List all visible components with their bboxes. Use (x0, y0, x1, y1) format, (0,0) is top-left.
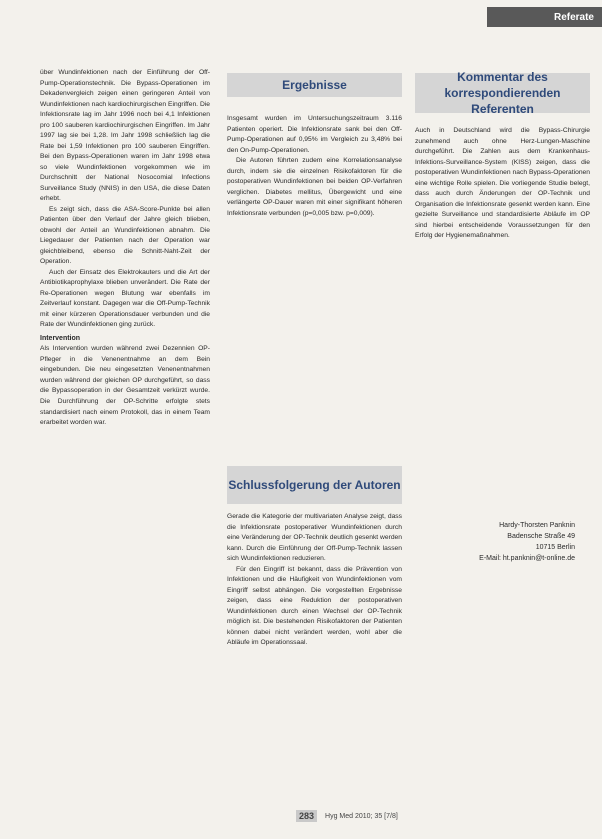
column-left (40, 68, 210, 429)
author-email: E-Mail: ht.panknin@t-online.de (479, 555, 575, 562)
author-street: Badensche Straße 49 (507, 533, 575, 540)
paragraph: Für den Eingriff ist bekannt, dass die Prävention von Infektionen und die Häufigkeit von Wundinfektionen vom Eingriff selbst abhängen. Die vorgestellten Ergebnisse zeigen, dass eine Reduktion der postoperativen Wundinfektionen durch einen Wechsel der OP-Technik möglich ist. Die bestehenden Risikofaktoren der Patienten können dabei nicht verändert werden, wohl aber die Abläufe im Operationssaal. (227, 565, 402, 647)
section-tab: Referate (487, 7, 602, 27)
column-commentary (415, 126, 590, 242)
author-address (415, 520, 575, 564)
column-conclusion (227, 512, 402, 649)
paragraph: Insgesamt wurden im Untersuchungszeitraum 3.116 Patienten operiert. Die Infektionsrate sank bei den Off-Pump-Operationen auf 0,95% im Vergleich zu 3,48% bei den On-Pump-Operationen. (227, 115, 402, 154)
paragraph: Die Autoren führten zudem eine Korrelationsanalyse durch, indem sie die einzelnen Risikofaktoren für die postoperativen Wundinfektionen bei beiden OP-Verfahren verglichen. Diabetes mellitus, Übergewicht und eine verlängerte OP-Dauer waren mit einer signifikant höheren Infektionsrate verbunden (p=0,005 bzw. p=0,009). (227, 157, 402, 217)
author-city: 10715 Berlin (535, 544, 575, 551)
page-number: 283 (296, 810, 317, 822)
paragraph: Auch in Deutschland wird die Bypass-Chirurgie zunehmend auch ohne Herz-Lungen-Maschine durchgeführt. Die Zahlen aus dem Krankenhaus-Infektions-Surveillance-System (KISS) zeigen, dass die postoperativen Wundinfektionen nach Bypass-Operationen eine wichtige Rolle spielen. Die vorliegende Studie belegt, dass auch durch Änderungen der OP-Technik und Organisation die Infektionsrate gesenkt werden kann. Eine gezielte Surveillance und standardisierte Abläufe im OP sind hierbei entscheidende Voraussetzungen für den Erfolg der Hygienemaßnahmen. (415, 127, 590, 240)
paragraph: Gerade die Kategorie der multivariaten Analyse zeigt, dass die Infektionsrate postoperativer Wundinfektionen durch eine Veränderung der OP-Technik deutlich gesenkt werden kann. Durch die Einführung der Off-Pump-Technik lassen sich Wundinfektionen reduzieren. (227, 513, 402, 563)
column-results (227, 114, 402, 219)
journal-citation: Hyg Med 2010; 35 [7/8] (325, 812, 398, 820)
paragraph: Auch der Einsatz des Elektrokauters und die Art der Antibiotikaprophylaxe blieben unverändert. Die Rate der Re-Operationen wegen Blutung war ebenfalls im Zeitverlauf konstant. Dagegen war die Off-Pump-Technik mit einer kürzeren Operationsdauer verbunden und die Rate der Wundinfektionen ging zurück. (40, 268, 210, 329)
paragraph: Als Intervention wurden während zwei Dezennien OP-Pfleger in die Venenentnahme an dem Bein eingebunden. Die neu eingesetzten Venenentnahmen wurden während der gleichen OP durchgeführt, so dass die Bypassoperation in der Gesamtzeit verkürzt wurde. Die Durchführung der OP-Schritte erfolgte stets standardisiert nach einem Protokoll, das in einem Team erarbeitet worden war. (40, 345, 210, 427)
conclusion-heading: Schlussfolgerung der Autoren (227, 466, 402, 504)
paragraph: Es zeigt sich, dass die ASA-Score-Punkte bei allen Patienten über den Verlauf der Jahre gleich blieben, obwohl der Anteil an Wundinfektionen abnahm. Die Liegedauer der Patienten nach der Operation war gleichbleibend, ebenso die Schnitt-Naht-Zeit der Operation. (40, 205, 210, 266)
page-footer (296, 810, 398, 822)
intervention-heading: Intervention (40, 334, 81, 342)
paragraph: über Wundinfektionen nach der Einführung der Off-Pump-Operationstechnik. Die Bypass-Operationen im Dekadenvergleich zeigen einen geringeren Anteil von Wundinfektionen nach kardiochirurgischen Eingriffen. Die Infektionsrate lag im Jahr 1996 noch bei 4,1 Infektionen pro 100 sauberen kardiochirurgischen Eingriffen. Im Jahr 1997 lag sie bei 1,28. Im Jahr 1998 schließlich lag die Rate bei 1,59 Infektionen pro 100 sauberen Eingriffen. Bei den Bypass-Operationen waren im Jahr 1998 etwa so viele Wundinfektionen vorgekommen wie im Durchschnitt der National Nosocomial Infections Surveillance Study (NNIS) in den USA, die diese Daten erhebt. (40, 69, 210, 203)
author-name: Hardy-Thorsten Panknin (499, 522, 575, 529)
results-heading: Ergebnisse (227, 73, 402, 97)
commentary-heading: Kommentar des korrespondierenden Referenten (415, 73, 590, 113)
